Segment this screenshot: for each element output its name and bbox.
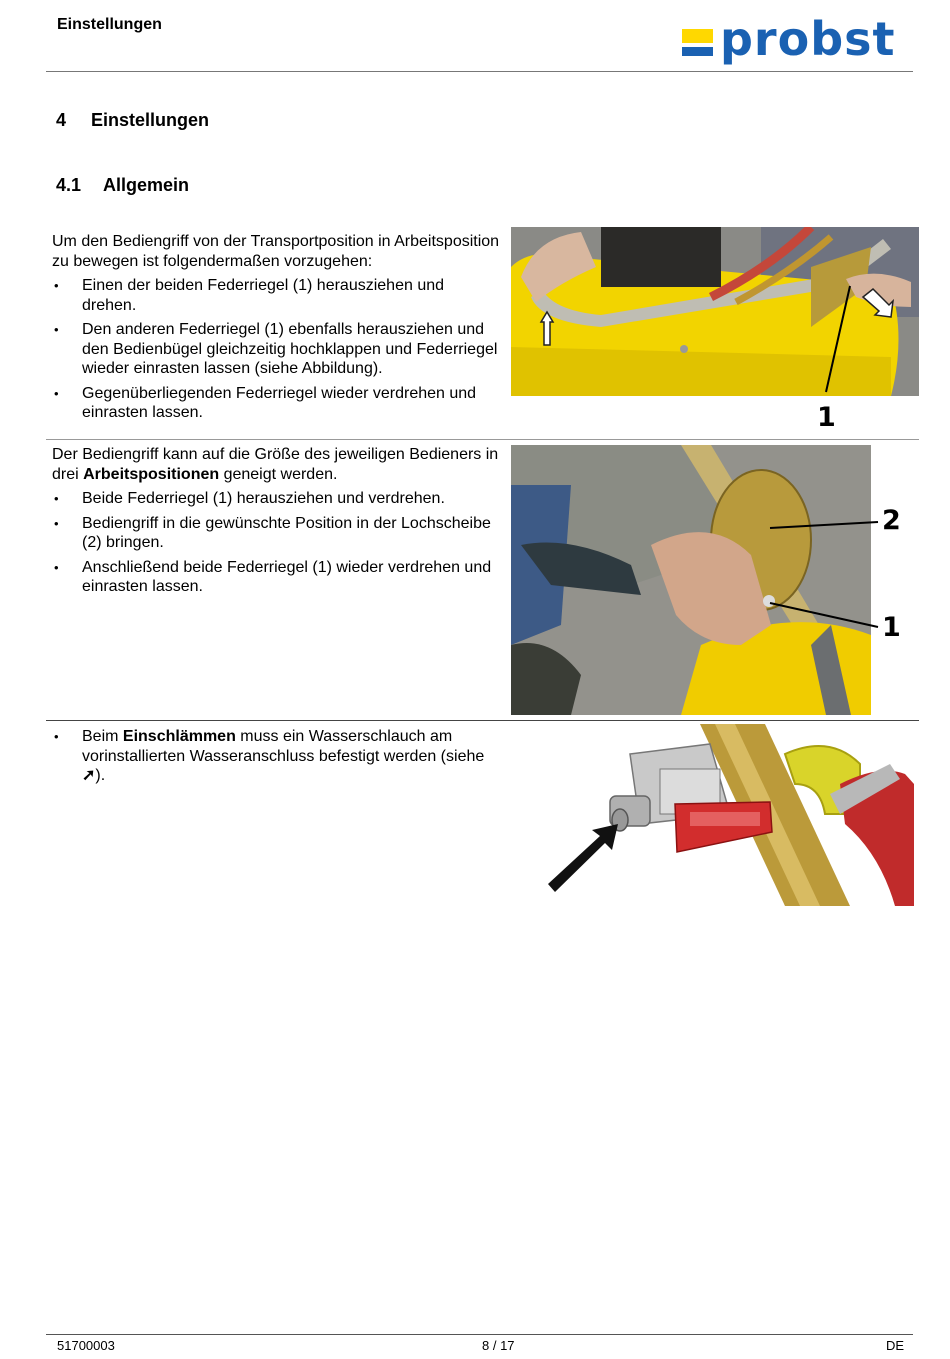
block1-intro: Um den Bediengriff von der Transportposition in Arbeitsposition zu bewegen ist folgendermaßen vorzugehen: — [52, 233, 500, 270]
block2-text — [52, 445, 502, 602]
item-text: Beim — [82, 728, 123, 745]
block3-list — [52, 727, 502, 786]
ref-arrow-icon: ➚ — [82, 767, 96, 784]
subsection-title: Allgemein — [103, 175, 190, 195]
callout-line-1 — [812, 280, 862, 400]
section-heading — [56, 110, 209, 131]
logo-blue-square — [682, 47, 713, 56]
section-title: Einstellungen — [91, 110, 210, 130]
callout-label-1b: 1 — [882, 612, 901, 643]
item-text-mid: muss ein Wasserschlauch am vorinstallierten Wasseranschluss befestigt werden (siehe — [82, 728, 485, 765]
callout-lines-2 — [760, 510, 890, 635]
list-item — [52, 727, 502, 786]
callout-label-2: 2 — [882, 505, 901, 536]
footer-doc-number: 51700003 — [57, 1338, 115, 1353]
callout-label-1: 1 — [817, 402, 836, 433]
block2-intro — [52, 445, 502, 484]
probst-logo — [680, 12, 906, 68]
block1-text — [52, 232, 502, 428]
intro-text: Der Bediengriff kann auf die Größe des jeweiligen Bedieners in drei — [52, 446, 499, 483]
intro-bold: Arbeitspositionen — [83, 465, 220, 483]
section-divider — [46, 439, 919, 440]
list-item: • Anschließend beide Federriegel (1) wieder verdrehen und einrasten lassen. — [52, 558, 502, 597]
item-text-end: ). — [95, 767, 106, 784]
block1-list — [52, 276, 502, 423]
list-item: • Den anderen Federriegel (1) ebenfalls herausziehen und den Bedienbügel gleichzeitig hochklappen und Federriegel wieder einrasten lassen (siehe Abbildung). — [52, 320, 502, 379]
header-divider — [46, 71, 913, 72]
block3-text — [52, 727, 502, 791]
footer-page-number: 8 / 17 — [482, 1338, 515, 1353]
header-title: Einstellungen — [57, 16, 162, 33]
list-item: • Einen der beiden Federriegel (1) herausziehen und drehen. — [52, 276, 502, 315]
section-divider-2 — [46, 720, 919, 721]
logo-yellow-square — [682, 29, 713, 43]
item-bold: Einschlämmen — [122, 728, 236, 745]
list-item: • Beide Federriegel (1) herausziehen und verdrehen. — [52, 489, 502, 509]
footer-language: DE — [886, 1338, 905, 1353]
intro-text-end: geneigt werden. — [219, 465, 338, 483]
water-connection-illustration — [540, 724, 914, 906]
footer-divider — [46, 1334, 913, 1335]
subsection-heading — [56, 175, 189, 196]
list-item: • Gegenüberliegenden Federriegel wieder verdrehen und einrasten lassen. — [52, 384, 502, 423]
block2-list — [52, 489, 502, 597]
logo-text: probst — [720, 12, 896, 66]
section-number: 4 — [56, 110, 67, 130]
subsection-number: 4.1 — [56, 175, 82, 195]
list-item: • Bediengriff in die gewünschte Position in der Lochscheibe (2) bringen. — [52, 514, 502, 553]
